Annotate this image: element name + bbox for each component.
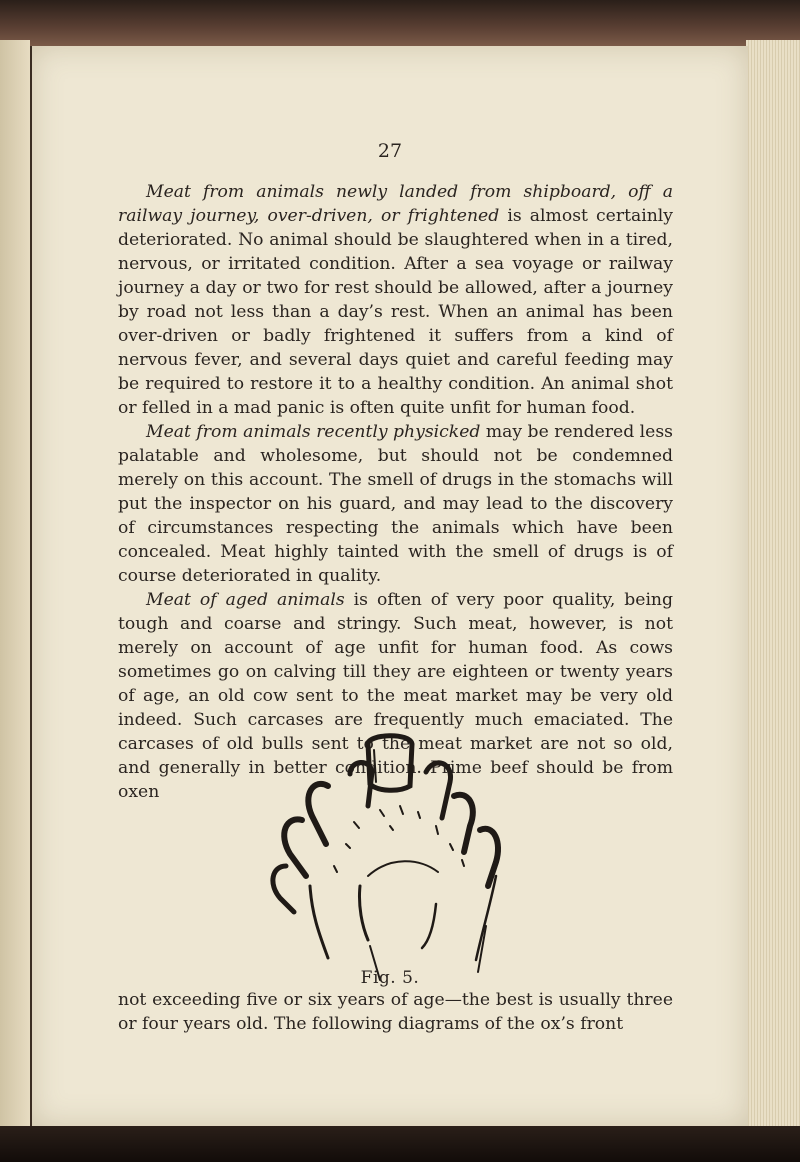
- paragraph-2-body: may be rendered less palatable and wholesome, but should not be condemned merely on this account. The smell of drugs in the stomachs will put the inspector on his guard, and may lead to the discovery of circumstances respecting the animals which have been concealed. Meat highly tainted with the smell of drugs is of course deteriorated in quality.: [118, 422, 673, 586]
- book-gutter-left: [0, 40, 30, 1130]
- ox-teeth-illustration: [250, 726, 530, 986]
- paragraph-2: [118, 420, 673, 588]
- book-cover-top-edge: [0, 0, 800, 46]
- paragraph-3-lead: Meat of aged animals: [146, 590, 345, 610]
- book-cover-bottom-edge: [0, 1126, 800, 1162]
- paragraph-3-body: is often of very poor quality, being tough and coarse and stringy. Such meat, however, is not merely on account of age unfit for human food. As cows sometimes go on calving till they are eighteen or twenty years of age, an old cow sent to the meat market may be very old indeed. Such carcases are frequently much emaciated. The carcases of old bulls sent to the meat market are not so old, and generally in better condition. Prime beef should be from oxen: [118, 590, 674, 802]
- continuation-paragraph: not exceeding five or six years of age—the best is usually three or four years old. The following diagrams of the ox’s front: [118, 990, 673, 1034]
- paragraph-2-lead: Meat from animals recently physicked: [146, 422, 481, 442]
- book-page: [32, 46, 748, 1126]
- body-text: [118, 180, 673, 804]
- figure-caption: Fig. 5.: [360, 968, 420, 988]
- continuation-text: [118, 988, 673, 1036]
- paragraph-1-lead: Meat from animals newly landed from shipboard, off a railway journey, over-driven, or frightened: [118, 182, 673, 226]
- book-page-edges-right: [746, 40, 800, 1130]
- paragraph-1-body: is almost certainly deteriorated. No animal should be slaughtered when in a tired, nervous, or irritated condition. After a sea voyage or railway journey a day or two for rest should be allowed, after a journey by road not less than a day’s rest. When an animal has been over-driven or badly frightened it suffers from a kind of nervous fever, and several days quiet and careful feeding may be required to restore it to a healthy condition. An animal shot or felled in a mad panic is often quite unfit for human food.: [118, 206, 673, 418]
- paragraph-1: [118, 180, 673, 420]
- page-number: 27: [377, 140, 403, 162]
